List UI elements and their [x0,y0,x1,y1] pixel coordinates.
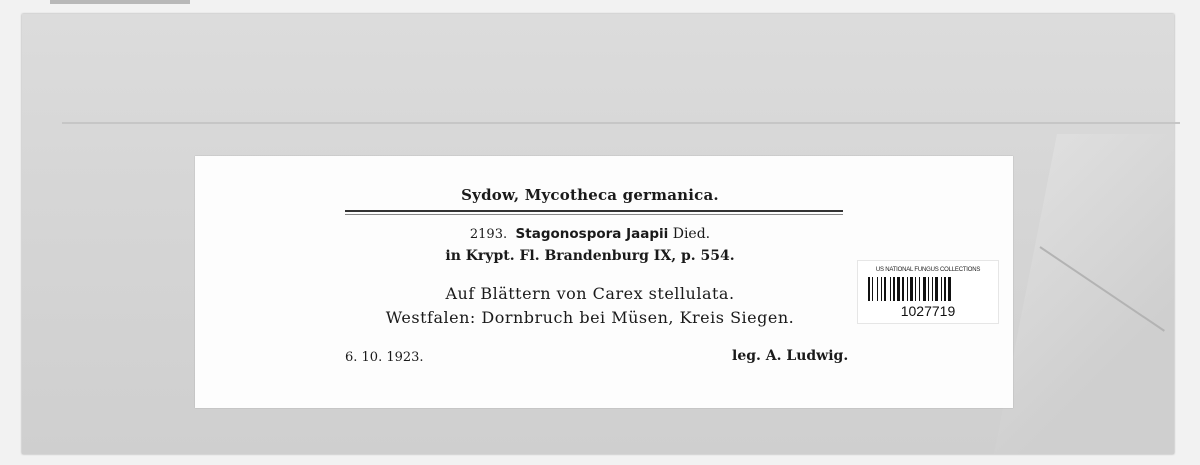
collection-date: 6. 10. 1923. [345,350,424,365]
barcode-sticker [857,260,999,324]
locality-text: Westfalen: Dornbruch bei Müsen, Kreis Siegen. [385,308,795,327]
envelope-fold-line [62,122,1180,124]
entry-number: 2193. [469,227,508,242]
envelope-flap [994,134,1174,454]
title-rule-thin [345,214,843,215]
top-edge-strip [50,0,190,4]
barcode-icon [868,277,988,301]
barcode-number: 1027719 [900,303,956,319]
species-name: Stagonospora Jaapii [515,226,669,242]
barcode-header: US NATIONAL FUNGUS COLLECTIONS [875,267,981,273]
host-text: Auf Blättern von Carex stellulata. [445,284,735,303]
collector-name: leg. A. Ludwig. [732,348,849,364]
series-title: Sydow, Mycotheca germanica. [461,186,719,204]
specimen-label [195,156,1013,408]
title-rule [345,210,843,212]
literature-reference: in Krypt. Fl. Brandenburg IX, p. 554. [445,248,735,264]
entry-line [195,226,985,242]
species-author: Died. [672,226,711,242]
